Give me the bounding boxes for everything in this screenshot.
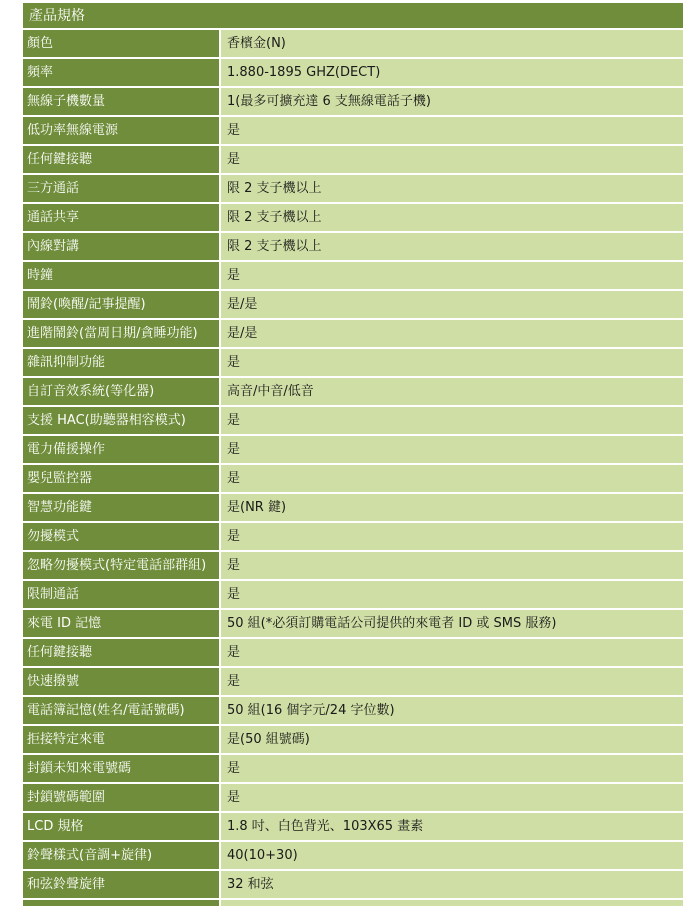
- spec-value: 是/是: [221, 320, 683, 347]
- spec-row: [23, 668, 683, 697]
- spec-value: 是: [221, 668, 683, 695]
- spec-row: [23, 465, 683, 494]
- spec-value: 是: [221, 465, 683, 492]
- spec-row: [23, 523, 683, 552]
- spec-row: [23, 291, 683, 320]
- spec-row: [23, 146, 683, 175]
- spec-label: 嬰兒監控器: [23, 465, 221, 492]
- spec-label: LCD 規格: [23, 813, 221, 840]
- spec-label: 任何鍵接聽: [23, 639, 221, 666]
- spec-row: [23, 755, 683, 784]
- spec-value: 限 2 支子機以上: [221, 175, 683, 202]
- spec-label: 鈴聲樣式(音調+旋律): [23, 842, 221, 869]
- spec-label: 低功率無線電源: [23, 117, 221, 144]
- spec-row: [23, 813, 683, 842]
- spec-label: 任何鍵接聽: [23, 146, 221, 173]
- spec-label: 頻率: [23, 59, 221, 86]
- spec-value: 是(NR 鍵): [221, 494, 683, 521]
- spec-row: [23, 204, 683, 233]
- spec-label: 限制通話: [23, 581, 221, 608]
- spec-value: 32 和弦: [221, 871, 683, 898]
- spec-value: 1(最多可擴充達 6 支無線電話子機): [221, 88, 683, 115]
- spec-value: 香檳金(N): [221, 30, 683, 57]
- spec-label: 封鎖未知來電號碼: [23, 755, 221, 782]
- spec-row: [23, 262, 683, 291]
- spec-row: [23, 871, 683, 900]
- spec-row: [23, 378, 683, 407]
- spec-label: 自訂音效系統(等化器): [23, 378, 221, 405]
- spec-value: 40(10+30): [221, 842, 683, 869]
- spec-label: 忽略勿擾模式(特定電話部群組): [23, 552, 221, 579]
- spec-label: 無線子機數量: [23, 88, 221, 115]
- spec-label: 來電 ID 記憶: [23, 610, 221, 637]
- spec-label: 時鐘: [23, 262, 221, 289]
- spec-row: [23, 784, 683, 813]
- spec-value: 是(50 組號碼): [221, 726, 683, 753]
- spec-row: [23, 610, 683, 639]
- spec-label: 通話共享: [23, 204, 221, 231]
- spec-value: 高音/中音/低音: [221, 378, 683, 405]
- spec-row: [23, 233, 683, 262]
- spec-row: [23, 697, 683, 726]
- spec-row: [23, 349, 683, 378]
- spec-row: [23, 407, 683, 436]
- spec-label: 雜訊抑制功能: [23, 349, 221, 376]
- spec-label: 鬧鈴(喚醒/記事提醒): [23, 291, 221, 318]
- spec-label: 電力備援操作: [23, 436, 221, 463]
- spec-value: 是: [221, 552, 683, 579]
- spec-label: 內線對講: [23, 233, 221, 260]
- spec-label: 電話簿記憶(姓名/電話號碼): [23, 697, 221, 724]
- spec-value: 50 組(16 個字元/24 字位數): [221, 697, 683, 724]
- spec-value: 是/是: [221, 291, 683, 318]
- spec-row: [23, 30, 683, 59]
- spec-row: [23, 494, 683, 523]
- spec-value: 是: [221, 639, 683, 666]
- spec-value: 是: [221, 262, 683, 289]
- spec-row: [23, 552, 683, 581]
- spec-value: 1.8 吋、白色背光、103X65 畫素: [221, 813, 683, 840]
- spec-value: 是: [221, 523, 683, 550]
- spec-label: 支援 HAC(助聽器相容模式): [23, 407, 221, 434]
- spec-row: [23, 320, 683, 349]
- spec-table-continuation: [23, 900, 683, 906]
- spec-label: 快速撥號: [23, 668, 221, 695]
- spec-table-header: 產品規格: [23, 3, 683, 30]
- spec-label: 勿擾模式: [23, 523, 221, 550]
- spec-label: 封鎖號碼範圍: [23, 784, 221, 811]
- spec-value: 是: [221, 755, 683, 782]
- spec-row: [23, 726, 683, 755]
- spec-row: [23, 581, 683, 610]
- spec-value: 限 2 支子機以上: [221, 204, 683, 231]
- spec-label: 顏色: [23, 30, 221, 57]
- spec-value: 限 2 支子機以上: [221, 233, 683, 260]
- spec-row: [23, 639, 683, 668]
- spec-value: 1.880-1895 GHZ(DECT): [221, 59, 683, 86]
- spec-row: [23, 175, 683, 204]
- spec-row: [23, 59, 683, 88]
- spec-label: 和弦鈴聲旋律: [23, 871, 221, 898]
- spec-value: 是: [221, 117, 683, 144]
- spec-value: 是: [221, 436, 683, 463]
- spec-label: 拒接特定來電: [23, 726, 221, 753]
- spec-value: 是: [221, 581, 683, 608]
- spec-row: [23, 88, 683, 117]
- spec-value: 是: [221, 784, 683, 811]
- spec-row: [23, 436, 683, 465]
- spec-label: 三方通話: [23, 175, 221, 202]
- spec-value: 是: [221, 146, 683, 173]
- spec-value: 是: [221, 407, 683, 434]
- spec-label: 智慧功能鍵: [23, 494, 221, 521]
- spec-value: 50 組(*必須訂購電話公司提供的來電者 ID 或 SMS 服務): [221, 610, 683, 637]
- spec-value: 是: [221, 349, 683, 376]
- spec-label: 進階鬧鈴(當周日期/貪睡功能): [23, 320, 221, 347]
- spec-row: [23, 117, 683, 146]
- spec-table: [23, 3, 683, 906]
- spec-row: [23, 842, 683, 871]
- spec-rows: [23, 30, 683, 900]
